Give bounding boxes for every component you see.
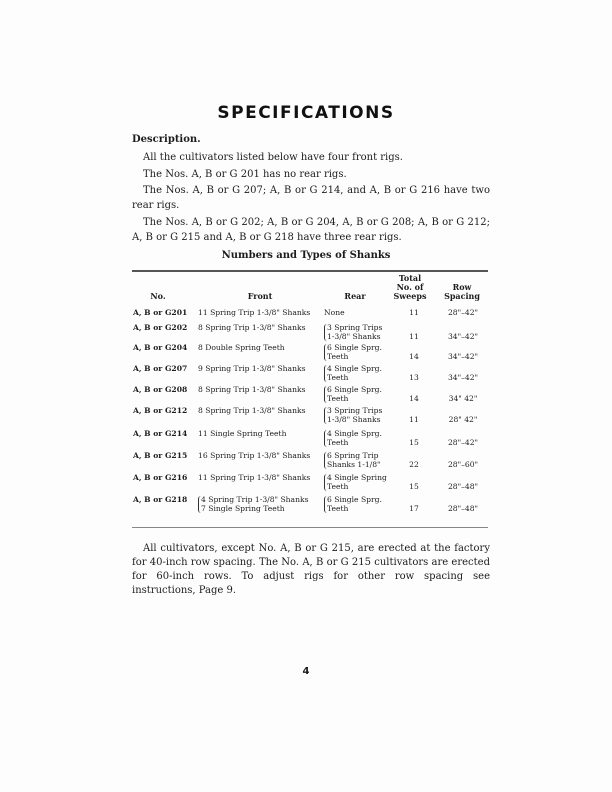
table-title: Numbers and Types of Shanks [221,250,391,261]
cell-rear-line: 4 Single Spring [327,473,387,482]
cell-no: A, B or G207 [133,364,188,373]
page-number: 4 [302,666,310,677]
cell-front-line: 7 Single Spring Teeth [201,503,285,513]
cell-sweeps: 14 [409,351,419,361]
cell-rear: None [324,308,345,317]
cell-front [198,496,308,513]
cell-sweeps: 14 [409,393,419,403]
cell-rear-line: 3 Spring Trips [327,323,383,332]
cell-rear-line: Shanks 1-1/8" [327,459,381,469]
closing-note: All cultivators, except No. A, B or G 215, are erected at the factory for 40-inch row spacing. The No. A, B or G 215 cultivators are erected for 60-inch rows. To adjust rigs for other row spacing see instructions, Page 9. [132,543,490,596]
description-paragraph: All the cultivators listed below have four front rigs. [143,152,403,163]
cell-rear-line: 6 Single Sprg. [327,495,382,504]
cell-sweeps: 13 [409,372,419,382]
header-rear: Rear [344,291,366,301]
cell-sweeps: 11 [409,414,419,424]
cell-front: 11 Single Spring Teeth [198,429,287,438]
cell-rear [324,324,382,341]
cell-rear-line: Teeth [327,437,349,447]
cell-front: 8 Spring Trip 1-3/8" Shanks [198,406,306,415]
cell-spacing: 34" 42" [448,393,478,403]
description-paragraph: The Nos. A, B or G 207; A, B or G 214, and A, B or G 216 have two rear rigs. [132,185,490,211]
cell-spacing: 28"–48" [447,481,479,491]
cell-rear-line: 4 Single Sprg. [327,364,382,373]
cell-front: 8 Spring Trip 1-3/8" Shanks [198,323,306,332]
description-heading: Description. [132,134,201,145]
cell-rear [324,452,381,469]
header-sweeps-line: No. of [396,282,424,292]
header-front: Front [247,291,273,301]
cell-front: 16 Spring Trip 1-3/8" Shanks [198,451,311,460]
cell-sweeps: 11 [409,308,419,317]
table-top-rule [132,270,488,272]
cell-no: A, B or G202 [133,323,188,332]
header-sweeps [393,274,427,301]
cell-spacing: 28"–42" [447,308,479,317]
header-sweeps-line: Sweeps [393,291,427,301]
cell-rear-line: 6 Single Sprg. [327,385,382,394]
header-spacing-line: Row [452,282,472,292]
cell-rear [324,474,387,491]
page-title: SPECIFICATIONS [217,103,395,123]
cell-front: 11 Spring Trip 1-3/8" Shanks [198,308,311,317]
cell-rear-line: 6 Spring Trip [327,451,379,460]
cell-no: A, B or G212 [133,406,188,415]
cell-rear-line: Teeth [327,351,349,361]
header-spacing-line: Spacing [444,291,480,301]
cell-rear [324,407,382,424]
cell-spacing: 28" 42" [448,414,478,424]
cell-rear [324,496,382,513]
cell-front: 8 Double Spring Teeth [198,343,285,352]
cell-no: A, B or G204 [133,343,188,352]
header-no: No. [150,291,166,301]
cell-rear-line: Teeth [327,372,349,382]
cell-front-line: 4 Spring Trip 1-3/8" Shanks [201,495,309,504]
cell-rear-line: 6 Single Sprg. [327,343,382,352]
cell-rear [324,344,382,361]
cell-rear-line: Teeth [327,503,349,513]
cell-spacing: 28"–48" [447,503,479,513]
cell-no: A, B or G218 [133,495,188,504]
cell-no: A, B or G214 [133,429,188,438]
cell-sweeps: 15 [409,481,419,491]
cell-front: 11 Spring Trip 1-3/8" Shanks [198,473,311,482]
table-bottom-rule [132,527,488,528]
cell-spacing: 34"–42" [447,331,479,341]
description-paragraph: The Nos. A, B or G 202; A, B or G 204, A, B or G 208; A, B or G 212; A, B or G 215 and A, B or G 218 have three rear rigs. [132,217,490,243]
cell-rear-line: 4 Single Sprg. [327,429,382,438]
cell-no: A, B or G208 [133,385,188,394]
cell-no: A, B or G201 [133,308,188,317]
cell-front: 8 Spring Trip 1-3/8" Shanks [198,385,306,394]
cell-front: 9 Spring Trip 1-3/8" Shanks [198,364,306,373]
cell-spacing: 28"–42" [447,437,479,447]
cell-sweeps: 17 [409,503,419,513]
cell-sweeps: 11 [409,331,419,341]
cell-sweeps: 15 [409,437,419,447]
cell-no: A, B or G216 [133,473,188,482]
cell-rear-line: 3 Spring Trips [327,406,383,415]
cell-rear-line: Teeth [327,481,349,491]
cell-rear [324,365,382,382]
cell-rear-line: Teeth [327,393,349,403]
header-spacing [437,283,487,301]
cell-no: A, B or G215 [133,451,188,460]
cell-spacing: 28"–60" [447,459,479,469]
cell-rear [324,430,382,447]
cell-rear-line: 1-3/8" Shanks [327,414,381,424]
cell-spacing: 34"–42" [447,351,479,361]
cell-rear [324,386,382,403]
description-paragraph: The Nos. A, B or G 201 has no rear rigs. [143,169,347,180]
cell-spacing: 34"–42" [447,372,479,382]
cell-sweeps: 22 [409,459,419,469]
header-sweeps-line: Total [398,273,422,283]
cell-rear-line: 1-3/8" Shanks [327,331,381,341]
